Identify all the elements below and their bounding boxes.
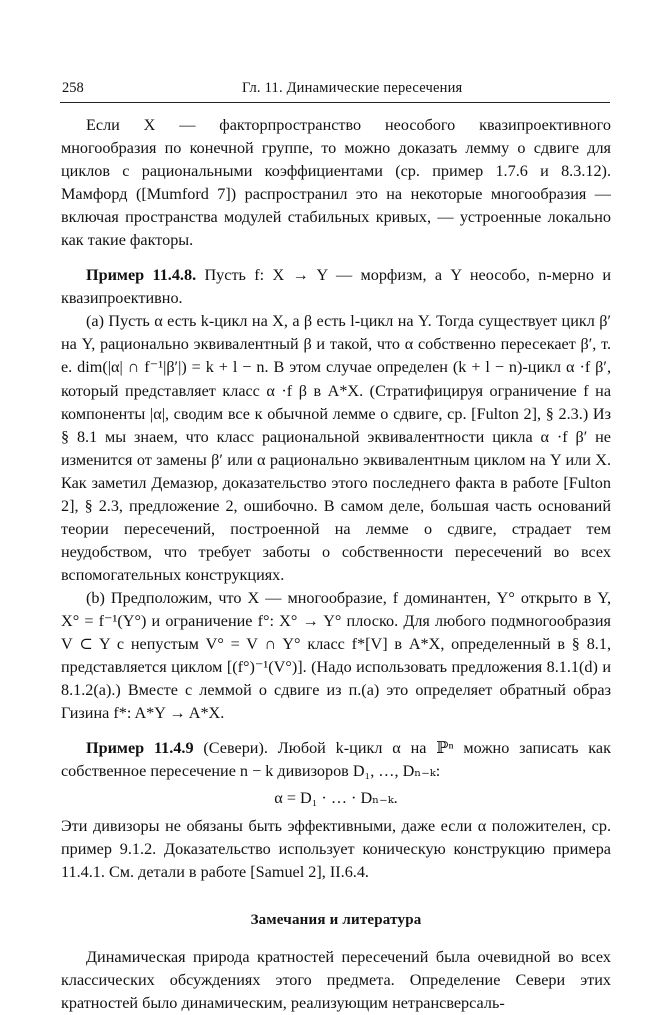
example-11-4-8 — [61, 264, 611, 310]
notes-paragraph: Динамическая природа кратностей пересечений была очевидной во всех классических обсуждениях этого предмета. Определение Севери этих кратностей было динамическим, реализующим нетрансверсаль- — [61, 947, 611, 1012]
example-text: (Севери). Любой k-цикл α на ℙⁿ можно записать как собственное пересечение n − k дивизоров D₁, …, Dₙ₋ₖ: — [61, 739, 611, 781]
paragraph-after-formula: Эти дивизоры не обязаны быть эффективными, даже если α положителен, ср. пример 9.1.2. Доказательство использует коническую конструкцию примера 11.4.1. См. детали в работе [Samuel 2], II.6.4. — [61, 817, 611, 882]
example-label: Пример 11.4.9 — [86, 739, 194, 758]
example-part-b: (b) Предположим, что X — многообразие, f доминантен, Y° открыто в Y, X° = f⁻¹(Y°) и ограничение f°: X° → Y° плоско. Для любого подмногообразия V ⊂ Y с непустым V° = V ∩ Y° класс f*[V] в A*X, определенный в § 8.1, представляется циклом [(f°)⁻¹(V°)]. (Надо использовать предложения 8.1.1(d) и 8.1.2(a).) Вместе с леммой о сдвиге из п.(a) это определяет обратный образ Гизина f*: A*Y → A*X. — [61, 588, 611, 723]
intro-paragraph: Если X — факторпространство неособого квазипроективного многообразия по конечной группе, то можно доказать лемму о сдвиге для циклов с рациональными коэффициентами (ср. пример 1.7.6 и 8.3.12). Мамфорд ([Mumford 7]) распространил это на некоторые многообразия — включая пространства модулей стабильных кривых, — устроенные локально как такие факторы. — [61, 116, 611, 250]
example-part-a: (a) Пусть α есть k-цикл на X, а β есть l-цикл на Y. Тогда существует цикл β′ на Y, рационально эквивалентный β и такой, что α собственно пересекает β′, т. е. dim(|α| ∩ f⁻¹|β′|) = k + l − n. В этом случае определен (k + l − n)-цикл α ·f β′, который представляет класс α ·f β в A*X. (Стратифицируя ограничение f на компоненты |α|, сводим все к обычной лемме о сдвиге, ср. [Fulton 2], § 2.3.) Из § 8.1 мы знаем, что класс рациональной эквивалентности цикла α ·f β′ не изменится от замены β′ или α рационально эквивалентным циклом на Y или X. Как заметил Демазюр, доказательство этого последнего факта в работе [Fulton 2], § 2.3, предложение 2, ошибочно. В самом деле, большая часть оснований теории пересечений, построенной на лемме о сдвиге, страдает тем неудобством, что требует заботы о собственности пересечений во всех вспомогательных конструкциях. — [61, 312, 611, 584]
page-body — [61, 114, 611, 1015]
example-label: Пример 11.4.8. — [86, 266, 197, 285]
section-heading: Замечания и литература — [250, 911, 422, 928]
chapter-title: Гл. 11. Динамические пересечения — [242, 80, 463, 96]
running-header — [60, 80, 610, 103]
page-number: 258 — [62, 80, 84, 96]
formula: α = D₁ · … · Dₙ₋ₖ. — [274, 789, 398, 808]
example-11-4-9 — [61, 737, 611, 783]
example-text: Пусть f: X → Y — морфизм, а Y неособо, n-мерно и квазипроективно. — [61, 266, 611, 308]
